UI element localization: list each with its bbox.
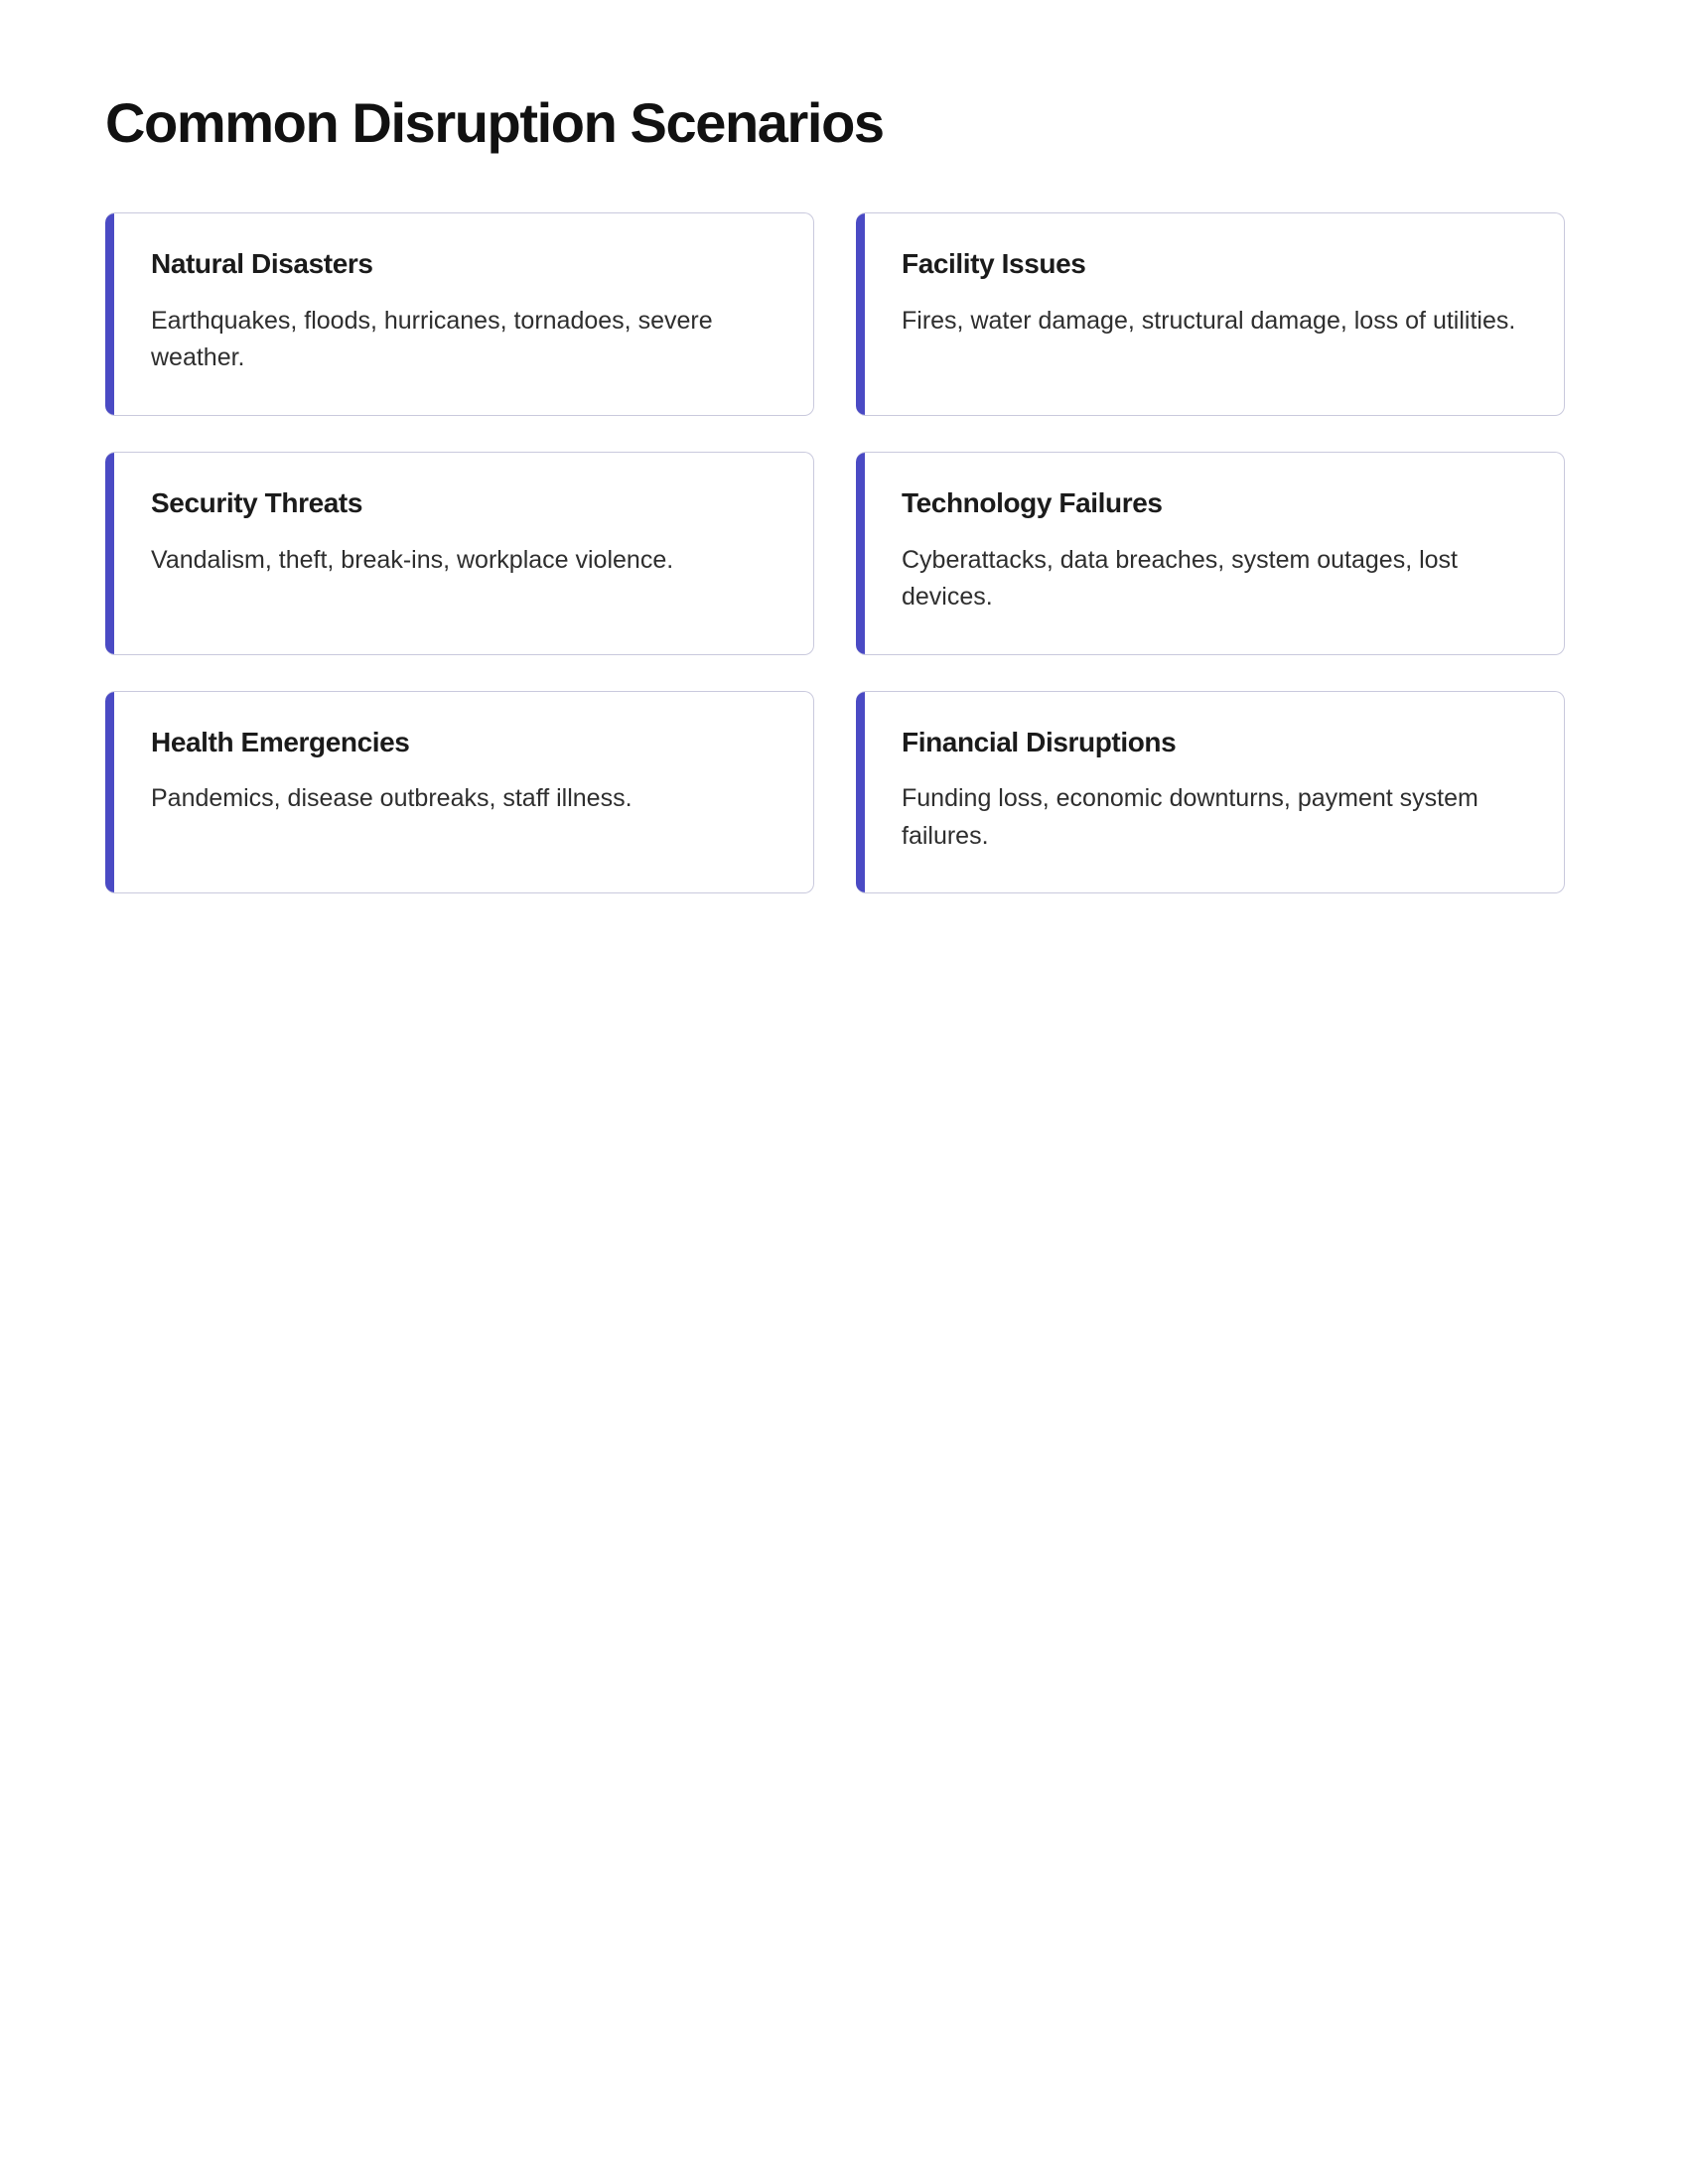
scenario-card-security-threats [105, 452, 814, 655]
scenario-card-natural-disasters [105, 212, 814, 416]
card-title: Natural Disasters [151, 248, 373, 280]
accent-bar [105, 213, 114, 415]
card-title: Technology Failures [902, 486, 1163, 518]
scenario-card-technology-failures [856, 452, 1565, 655]
card-title: Health Emergencies [151, 726, 410, 757]
accent-bar [856, 692, 865, 893]
page-title: Common Disruption Scenarios [105, 91, 884, 154]
accent-bar [856, 213, 865, 415]
scenario-card-financial-disruptions [856, 691, 1565, 894]
card-description: Funding loss, economic downturns, payment system failures. [902, 784, 1478, 850]
accent-bar [105, 692, 114, 893]
card-title: Facility Issues [902, 248, 1086, 280]
page-container [0, 0, 1688, 893]
card-title: Financial Disruptions [902, 726, 1177, 757]
card-description: Cyberattacks, data breaches, system outages, lost devices. [902, 545, 1458, 612]
card-description: Fires, water damage, structural damage, loss of utilities. [902, 306, 1516, 335]
scenario-card-grid [105, 212, 1565, 893]
card-description: Vandalism, theft, break-ins, workplace violence. [151, 545, 674, 574]
card-description: Pandemics, disease outbreaks, staff illness. [151, 784, 633, 813]
scenario-card-facility-issues [856, 212, 1565, 416]
accent-bar [856, 453, 865, 654]
card-description: Earthquakes, floods, hurricanes, tornadoes, severe weather. [151, 306, 713, 372]
accent-bar [105, 453, 114, 654]
scenario-card-health-emergencies [105, 691, 814, 894]
card-title: Security Threats [151, 486, 363, 518]
